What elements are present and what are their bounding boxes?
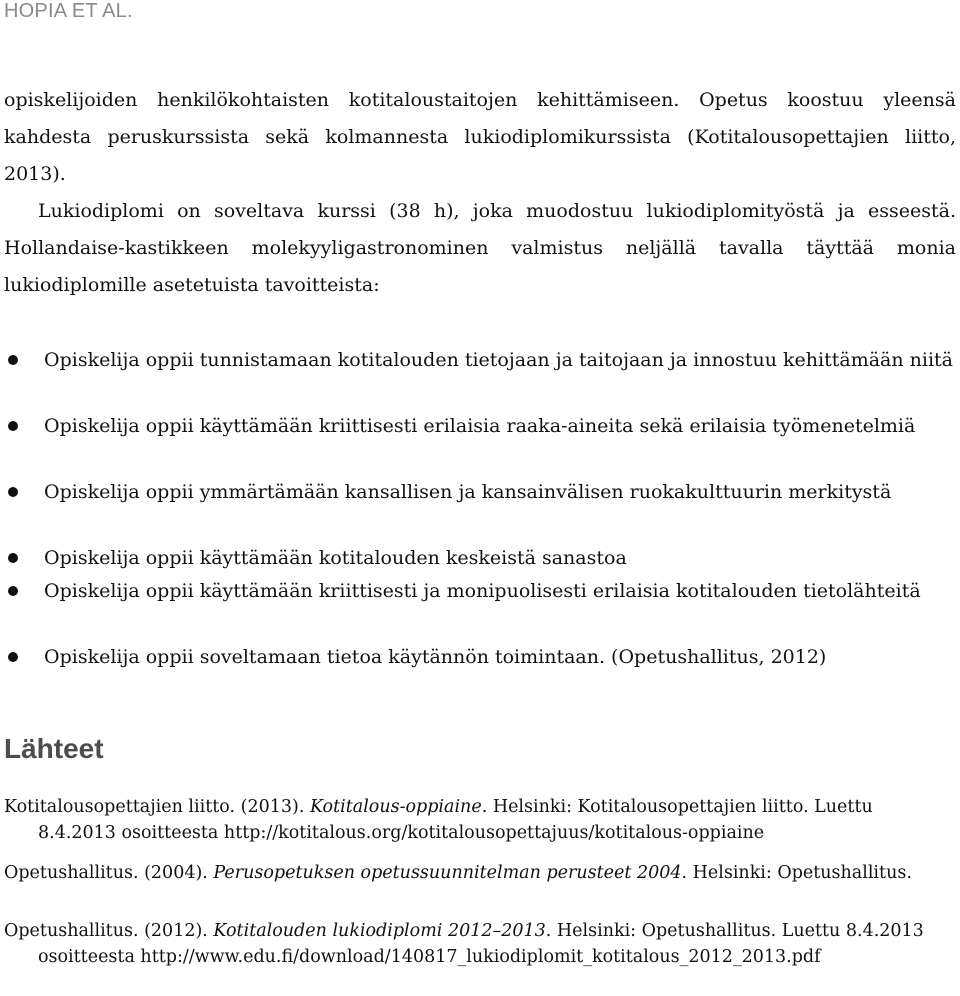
bullet-icon	[8, 553, 18, 563]
objectives-list	[0, 344, 960, 674]
list-item	[0, 344, 960, 410]
list-item-text: Opiskelija oppii soveltamaan tietoa käytännön toimintaan. (Opetushallitus, 2012)	[44, 646, 827, 668]
references-heading: Lähteet	[4, 733, 104, 764]
list-item	[0, 542, 960, 575]
bullet-icon	[8, 355, 18, 365]
references-list	[4, 794, 956, 996]
bullet-icon	[8, 586, 18, 596]
bullet-icon	[8, 487, 18, 497]
list-item-text: Opiskelija oppii käyttämään kriittisesti erilaisia raaka-aineita sekä erilaisia työmenetelmiä	[44, 415, 916, 437]
reference-details: . Helsinki: Opetushallitus. Luettu 8.4.2013 osoitteesta http://www.edu.fi/download/140817_lukiodiplomit_kotitalous_2012_2013.pdf	[38, 921, 924, 967]
reference-entry	[4, 860, 956, 918]
list-item	[0, 476, 960, 542]
reference-title: Kotitalous-oppiaine	[309, 797, 482, 817]
reference-author-year: Kotitalousopettajien liitto. (2013).	[4, 797, 310, 817]
reference-details: . Helsinki: Opetushallitus.	[681, 863, 912, 883]
reference-title: Kotitalouden lukiodiplomi 2012–2013	[213, 921, 546, 941]
bullet-icon	[8, 652, 18, 662]
reference-details: . Helsinki: Kotitalousopettajien liitto. Luettu 8.4.2013 osoitteesta http://kotitalous.org/kotitalousopettajuus/kotitalous-oppiaine	[38, 797, 873, 843]
list-item	[0, 410, 960, 476]
list-item-text: Opiskelija oppii ymmärtämään kansallisen ja kansainvälisen ruokakulttuurin merkitystä	[44, 481, 892, 503]
body-paragraph: Lukiodiplomi on soveltava kurssi (38 h), joka muodostuu lukiodiplomityöstä ja esseestä. Hollandaise-kastikkeen molekyyligastronominen valmistus neljällä tavalla täyttää monia lukiodiplomille asetetuista tavoitteista:	[4, 200, 956, 296]
list-item	[0, 575, 960, 641]
reference-entry	[4, 794, 956, 860]
list-item-text: Opiskelija oppii käyttämään kotitalouden keskeistä sanastoa	[44, 547, 627, 569]
reference-entry	[4, 918, 956, 996]
list-item-text: Opiskelija oppii tunnistamaan kotitalouden tietojaan ja taitojaan ja innostuu kehittämään niitä	[44, 349, 954, 371]
list-item-text: Opiskelija oppii käyttämään kriittisesti ja monipuolisesti erilaisia kotitalouden tietolähteitä	[44, 580, 921, 602]
list-item	[0, 641, 960, 674]
reference-author-year: Opetushallitus. (2012).	[4, 921, 214, 941]
running-head: HOPIA ET AL.	[4, 0, 133, 22]
bullet-icon	[8, 421, 18, 431]
reference-author-year: Opetushallitus. (2004).	[4, 863, 214, 883]
body-paragraph: opiskelijoiden henkilökohtaisten kotitaloustaitojen kehittämiseen. Opetus koostuu yleensä kahdesta peruskurssista sekä kolmannesta lukiodiplomikurssista (Kotitalousopettajien liitto, 2013).	[4, 89, 956, 185]
reference-title: Perusopetuksen opetussuunnitelman perusteet 2004	[213, 863, 682, 883]
